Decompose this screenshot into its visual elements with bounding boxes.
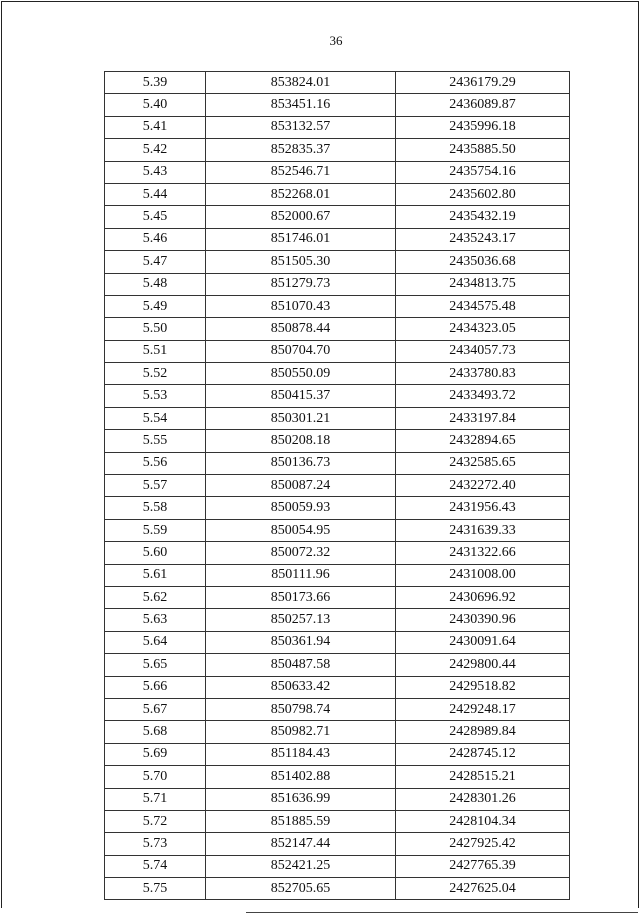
table-row (105, 766, 570, 788)
y-coordinate-cell: 2434813.75 (396, 273, 570, 295)
table-row (105, 273, 570, 295)
x-coordinate-cell: 850704.70 (206, 340, 396, 362)
point-id-cell: 5.65 (105, 654, 206, 676)
table-row (105, 452, 570, 474)
y-coordinate-cell: 2431322.66 (396, 542, 570, 564)
y-coordinate-cell: 2435432.19 (396, 206, 570, 228)
point-id-cell: 5.67 (105, 698, 206, 720)
x-coordinate-cell: 851746.01 (206, 228, 396, 250)
table-row (105, 94, 570, 116)
x-coordinate-cell: 850072.32 (206, 542, 396, 564)
table-row (105, 161, 570, 183)
y-coordinate-cell: 2435602.80 (396, 183, 570, 205)
x-coordinate-cell: 850798.74 (206, 698, 396, 720)
table-row (105, 497, 570, 519)
table-row (105, 855, 570, 877)
y-coordinate-cell: 2433780.83 (396, 363, 570, 385)
y-coordinate-cell: 2434323.05 (396, 318, 570, 340)
point-id-cell: 5.44 (105, 183, 206, 205)
table-row (105, 810, 570, 832)
x-coordinate-cell: 850361.94 (206, 631, 396, 653)
y-coordinate-cell: 2435036.68 (396, 251, 570, 273)
point-id-cell: 5.52 (105, 363, 206, 385)
point-id-cell: 5.49 (105, 295, 206, 317)
table-row (105, 542, 570, 564)
y-coordinate-cell: 2429518.82 (396, 676, 570, 698)
point-id-cell: 5.64 (105, 631, 206, 653)
coordinate-table (104, 71, 570, 900)
x-coordinate-cell: 850208.18 (206, 430, 396, 452)
point-id-cell: 5.56 (105, 452, 206, 474)
y-coordinate-cell: 2430091.64 (396, 631, 570, 653)
y-coordinate-cell: 2435754.16 (396, 161, 570, 183)
point-id-cell: 5.43 (105, 161, 206, 183)
point-id-cell: 5.72 (105, 810, 206, 832)
x-coordinate-cell: 851070.43 (206, 295, 396, 317)
y-coordinate-cell: 2433197.84 (396, 407, 570, 429)
y-coordinate-cell: 2427925.42 (396, 833, 570, 855)
x-coordinate-cell: 852147.44 (206, 833, 396, 855)
x-coordinate-cell: 852000.67 (206, 206, 396, 228)
coordinate-table-body (105, 72, 570, 900)
y-coordinate-cell: 2435885.50 (396, 139, 570, 161)
y-coordinate-cell: 2428301.26 (396, 788, 570, 810)
table-row (105, 631, 570, 653)
y-coordinate-cell: 2432272.40 (396, 475, 570, 497)
x-coordinate-cell: 850054.95 (206, 519, 396, 541)
y-coordinate-cell: 2428745.12 (396, 743, 570, 765)
table-row (105, 206, 570, 228)
table-row (105, 676, 570, 698)
x-coordinate-cell: 850301.21 (206, 407, 396, 429)
x-coordinate-cell: 850136.73 (206, 452, 396, 474)
point-id-cell: 5.62 (105, 586, 206, 608)
point-id-cell: 5.70 (105, 766, 206, 788)
table-row (105, 385, 570, 407)
y-coordinate-cell: 2435996.18 (396, 116, 570, 138)
table-row (105, 251, 570, 273)
x-coordinate-cell: 850878.44 (206, 318, 396, 340)
point-id-cell: 5.57 (105, 475, 206, 497)
point-id-cell: 5.59 (105, 519, 206, 541)
point-id-cell: 5.53 (105, 385, 206, 407)
y-coordinate-cell: 2429800.44 (396, 654, 570, 676)
table-row (105, 295, 570, 317)
point-id-cell: 5.63 (105, 609, 206, 631)
table-row (105, 116, 570, 138)
table-row (105, 564, 570, 586)
table-row (105, 586, 570, 608)
point-id-cell: 5.48 (105, 273, 206, 295)
y-coordinate-cell: 2435243.17 (396, 228, 570, 250)
point-id-cell: 5.71 (105, 788, 206, 810)
x-coordinate-cell: 850111.96 (206, 564, 396, 586)
point-id-cell: 5.47 (105, 251, 206, 273)
point-id-cell: 5.40 (105, 94, 206, 116)
x-coordinate-cell: 853451.16 (206, 94, 396, 116)
x-coordinate-cell: 851279.73 (206, 273, 396, 295)
x-coordinate-cell: 851505.30 (206, 251, 396, 273)
x-coordinate-cell: 853132.57 (206, 116, 396, 138)
point-id-cell: 5.61 (105, 564, 206, 586)
y-coordinate-cell: 2429248.17 (396, 698, 570, 720)
table-row (105, 430, 570, 452)
table-row (105, 139, 570, 161)
x-coordinate-cell: 851885.59 (206, 810, 396, 832)
x-coordinate-cell: 852421.25 (206, 855, 396, 877)
point-id-cell: 5.55 (105, 430, 206, 452)
point-id-cell: 5.51 (105, 340, 206, 362)
point-id-cell: 5.75 (105, 878, 206, 900)
y-coordinate-cell: 2430390.96 (396, 609, 570, 631)
table-row (105, 788, 570, 810)
point-id-cell: 5.46 (105, 228, 206, 250)
y-coordinate-cell: 2431956.43 (396, 497, 570, 519)
x-coordinate-cell: 850059.93 (206, 497, 396, 519)
x-coordinate-cell: 850257.13 (206, 609, 396, 631)
point-id-cell: 5.50 (105, 318, 206, 340)
table-row (105, 519, 570, 541)
footer-rule (246, 912, 638, 913)
table-row (105, 340, 570, 362)
point-id-cell: 5.45 (105, 206, 206, 228)
y-coordinate-cell: 2436179.29 (396, 72, 570, 94)
table-row (105, 72, 570, 94)
point-id-cell: 5.54 (105, 407, 206, 429)
table-row (105, 183, 570, 205)
point-id-cell: 5.41 (105, 116, 206, 138)
y-coordinate-cell: 2427625.04 (396, 878, 570, 900)
page-number: 36 (329, 33, 343, 48)
table-row (105, 407, 570, 429)
x-coordinate-cell: 850982.71 (206, 721, 396, 743)
y-coordinate-cell: 2431008.00 (396, 564, 570, 586)
x-coordinate-cell: 852705.65 (206, 878, 396, 900)
point-id-cell: 5.39 (105, 72, 206, 94)
x-coordinate-cell: 850633.42 (206, 676, 396, 698)
y-coordinate-cell: 2428104.34 (396, 810, 570, 832)
x-coordinate-cell: 852835.37 (206, 139, 396, 161)
x-coordinate-cell: 851636.99 (206, 788, 396, 810)
table-row (105, 743, 570, 765)
x-coordinate-cell: 850415.37 (206, 385, 396, 407)
table-row (105, 833, 570, 855)
x-coordinate-cell: 851402.88 (206, 766, 396, 788)
y-coordinate-cell: 2432894.65 (396, 430, 570, 452)
x-coordinate-cell: 852268.01 (206, 183, 396, 205)
table-row (105, 698, 570, 720)
y-coordinate-cell: 2434057.73 (396, 340, 570, 362)
y-coordinate-cell: 2432585.65 (396, 452, 570, 474)
point-id-cell: 5.66 (105, 676, 206, 698)
y-coordinate-cell: 2430696.92 (396, 586, 570, 608)
table-row (105, 363, 570, 385)
point-id-cell: 5.74 (105, 855, 206, 877)
y-coordinate-cell: 2433493.72 (396, 385, 570, 407)
x-coordinate-cell: 850087.24 (206, 475, 396, 497)
table-row (105, 878, 570, 900)
table-row (105, 318, 570, 340)
y-coordinate-cell: 2428515.21 (396, 766, 570, 788)
table-row (105, 475, 570, 497)
point-id-cell: 5.68 (105, 721, 206, 743)
point-id-cell: 5.58 (105, 497, 206, 519)
table-row (105, 609, 570, 631)
x-coordinate-cell: 852546.71 (206, 161, 396, 183)
table-row (105, 721, 570, 743)
y-coordinate-cell: 2436089.87 (396, 94, 570, 116)
table-row (105, 654, 570, 676)
point-id-cell: 5.42 (105, 139, 206, 161)
x-coordinate-cell: 850173.66 (206, 586, 396, 608)
y-coordinate-cell: 2428989.84 (396, 721, 570, 743)
x-coordinate-cell: 850550.09 (206, 363, 396, 385)
y-coordinate-cell: 2434575.48 (396, 295, 570, 317)
point-id-cell: 5.69 (105, 743, 206, 765)
point-id-cell: 5.73 (105, 833, 206, 855)
y-coordinate-cell: 2427765.39 (396, 855, 570, 877)
table-row (105, 228, 570, 250)
x-coordinate-cell: 853824.01 (206, 72, 396, 94)
x-coordinate-cell: 851184.43 (206, 743, 396, 765)
y-coordinate-cell: 2431639.33 (396, 519, 570, 541)
point-id-cell: 5.60 (105, 542, 206, 564)
x-coordinate-cell: 850487.58 (206, 654, 396, 676)
